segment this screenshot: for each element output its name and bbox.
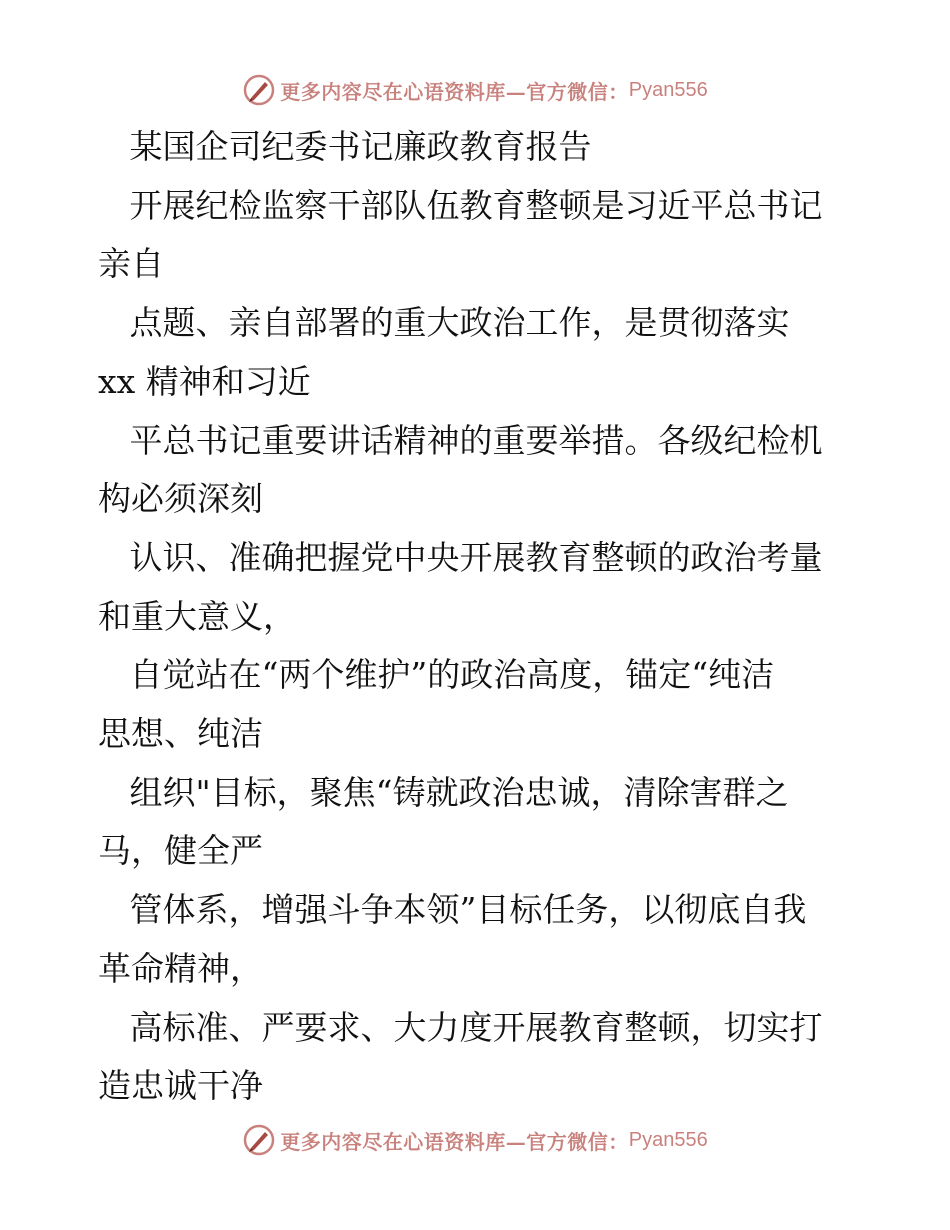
body-line: 管体系，增强斗争本领”目标任务，以彻底自我 — [98, 890, 807, 930]
body-line: 平总书记重要讲话精神的重要举措。各级纪检机 — [98, 420, 823, 460]
banner-contact: Pyan556 — [628, 1128, 708, 1151]
footer-watermark-banner — [0, 1120, 950, 1160]
body-line: 自觉站在“两个维护”的政治高度，锚定“纯洁 — [98, 655, 775, 695]
body-line: 高标准、严要求、大力度开展教育整顿，切实打 — [98, 1007, 823, 1047]
body-line: 构必须深刻 — [98, 479, 263, 519]
body-line: 马，健全严 — [98, 831, 263, 871]
body-line: 思想、纯洁 — [98, 714, 263, 754]
document-title: 某国企司纪委书记廉政教育报告 — [98, 127, 592, 166]
header-watermark-banner — [0, 70, 950, 110]
document-body — [98, 118, 858, 1116]
body-line: 革命精神， — [98, 948, 263, 988]
body-line: 点题、亲自部署的重大政治工作，是贯彻落实 — [98, 303, 790, 343]
pen-logo-icon — [242, 1123, 276, 1157]
body-line: xx 精神和习近 — [98, 361, 311, 401]
banner-text: 更多内容尽在心语资料库—官方微信： — [280, 79, 629, 104]
body-line: 开展纪检监察干部队伍教育整顿是习近平总书记 — [98, 185, 823, 225]
banner-contact: Pyan556 — [628, 78, 708, 101]
pen-logo-icon — [242, 73, 276, 107]
banner-text: 更多内容尽在心语资料库—官方微信： — [280, 1129, 629, 1154]
body-line: 亲自 — [98, 244, 164, 284]
body-line: 组织"目标，聚焦“铸就政治忠诚，清除害群之 — [98, 772, 789, 812]
body-line: 和重大意义， — [98, 596, 296, 636]
body-line: 造忠诚干净 — [98, 1066, 263, 1106]
body-line: 认识、准确把握党中央开展教育整顿的政治考量 — [98, 537, 823, 577]
